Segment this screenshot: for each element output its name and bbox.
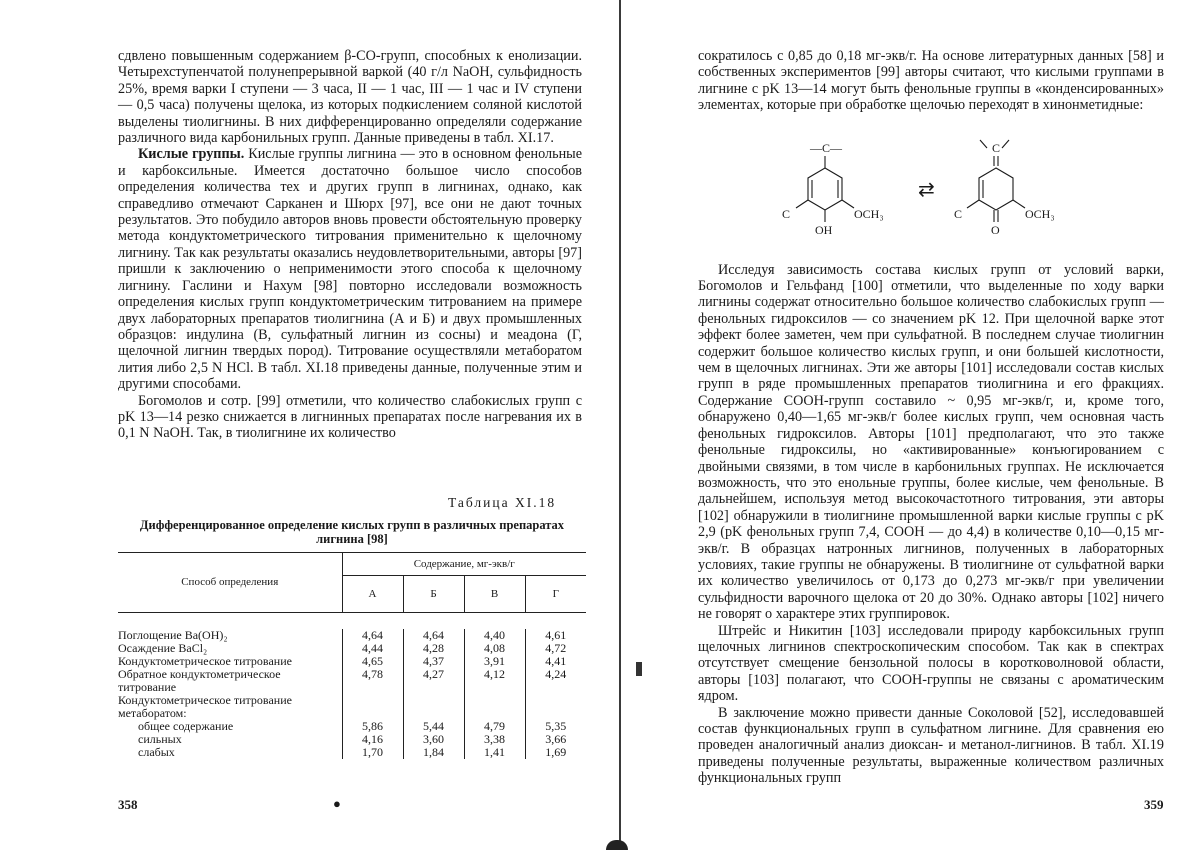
right-paragraph-1: сократилось с 0,85 до 0,18 мг-экв/г. На основе литературных данных [58] и собственных экспериментов [99] авторы считают, что кислыми группами в лигнине с pK 13—14 могут быть фенольные группы в «конденсированных» элементах, которые при обработке щелочью переходят в хинонметидные: [698, 48, 1164, 114]
page-number-left: 358 [118, 797, 138, 812]
print-mark-dot: ● [333, 796, 341, 811]
chem-left-c: C [782, 207, 791, 221]
table-header-col-g: Г [525, 576, 586, 613]
right-paragraph-3: Штрейс и Никитин [103] исследовали природу карбоксильных групп щелочных лигнинов спектроскопическим способом. Так как в спектрах отсутствует смещение бензольной полосы в коротковолновой области, авторы [103] полагают, что СООН-группы не связаны с ароматическим ядром. [698, 622, 1164, 705]
chem-och3-right: OCH₃ [1025, 207, 1055, 221]
table-row: слабых 1,70 1,84 1,41 1,69 [118, 746, 586, 759]
left-paragraph-2-body: Кислые группы лигнина — это в основном фенольные и карбоксильные. Имеется достаточно большое число способов определения количества тех и других групп в лигнинах, однако, как справедливо отмечают Сарканен и Шюрх [97], все они не дают точных результатов. Это побудило авторов вновь провести обстоятельную проверку метода кондуктометрического титрования применительно к щелочному лигнину. Так как результаты оказались неудовлетворительными, авторы [97] пришли к заключению о неприменимости этого способа к щелочному лигнину. Гаслини и Нахум [98] повторно исследовали возможность определения кислых групп кондуктометрическим титрованием на примере двух лабораторных препаратов тиолигнина (А и Б) и двух промышленных образцов: индулина (В, сульфатный лигнин из сосны) и меадона (Г, щелочной лигнин твердых пород). Титрование осуществляли метаборатом лития либо 2,5 N HCl. В табл. XI.18 приведены данные, полученные этим и другими способами. [118, 146, 582, 393]
left-paragraph-3: Богомолов и сотр. [99] отметили, что количество слабокислых групп с pK 13—14 резко снижается в лигнинных препаратах после нагревания их в 0,1 N NaOH. Так, в тиолигнине их количество [118, 392, 582, 442]
section-heading-acid-groups: Кислые группы. [138, 146, 245, 163]
table-row: Обратное кондуктометрическое титрование 4,78 4,27 4,12 4,24 [118, 668, 586, 694]
table-header-method: Способ определения [118, 553, 342, 613]
chem-top-group-right: C [992, 141, 1001, 155]
table-label: Таблица XI.18 [448, 495, 557, 510]
table-row: Осаждение BaCl₂ 4,44 4,28 4,08 4,72 [118, 642, 586, 655]
table-title: Дифференцированное определение кислых групп в различных препаратах лигнина [98] [139, 518, 565, 546]
page-number-right: 359 [1144, 797, 1164, 812]
chem-top-group-left: —C— [810, 141, 843, 155]
table-row: Кондуктометрическое титрование метаборатом: [118, 694, 586, 720]
chem-oh-group: OH [815, 223, 833, 237]
chem-carbonyl-o: O [991, 223, 1000, 237]
table-header-row-1 [118, 553, 586, 576]
table-header-col-v: В [464, 576, 525, 613]
table-row: сильных 4,16 3,60 3,38 3,66 [118, 733, 586, 746]
right-paragraph-2: Исследуя зависимость состава кислых групп от условий варки, Богомолов и Гельфанд [100] отметили, что выделенные по ходу варки лигнины содержат относительно большое количество слабокислых групп — фенольных гидроксилов — со значением pK 12. При щелочной варке этот эффект более заметен, чем при сульфатной. В последнем случае тиолигнин содержит большое количество кислых групп, и они большей кислотности, чем в щелочных лигнинах. Эти же авторы [101] исследовали состав кислых групп в ряде промышленных препаратов тиолигнина и его фракциях. Содержание СООН-групп составило ~ 0,95 мг-экв/г, и, кроме того, обнаружено 0,40—1,65 мг-экв/г более кислых групп, чем основная часть фенольных гидроксилов. Авторы [101] предполагают, что это также фенольные гидроксилы, но «активированные» конъюгированием с двойными связями, в том числе в карбонильных группах. Не исключается возможность, что это енольные группы, более кислые, чем фенольные. В дальнейшем, используя метод высокочастотного титрования, эти авторы [102] обнаружили в тиолигнине промышленной варки кислые группы с pK 2,9 (pK фенольных групп 7,4, СООН — до 4,4) в количестве 0,10—0,15 мг-экв/г. В образцах натронных лигнинов, полученных в лабораторных условиях, такие группы не обнаружены. В тиолигнине от сульфатной варки их количество увеличилось от 0,173 до 0,273 мг-экв/г при увеличении сульфидности варочного щелока от 20 до 30%. Однако авторы [102] ничего не говорят о характере этих группировок. [698, 261, 1164, 623]
table-row: Поглощение Ba(OH)₂ 4,64 4,64 4,40 4,61 [118, 629, 586, 642]
margin-mark [636, 662, 642, 676]
right-paragraph-4: В заключение можно привести данные Соколовой [52], исследовавшей состав функциональных групп в сульфатном лигнине. Для сравнения ею проведен аналогичный анализ диоксан- и метанол-лигнинов. В табл. XI.19 приведены полученные результаты, выраженные количеством различных функциональных групп [698, 704, 1164, 787]
table-header-content: Содержание, мг-экв/г [342, 553, 586, 576]
left-paragraph-1: сдвлено повышенным содержанием β-СО-групп, способных к енолизации. Четырехступенчатой полунепрерывной варкой (40 г/л NaOH, сульфидность 25%, время варки I ступени — 3 часа, II — 1 час, III — 1 час и IV ступени — 0,5 часа) получены щелока, из которых подкислением соляной кислотой выделены тиолигнины. В них дифференцированно определяли содержание различного вида карбонильных групп. Данные приведены в табл. XI.17. [118, 48, 582, 147]
chem-equilibrium-arrow: ⇄ [918, 179, 935, 201]
left-text-column [118, 48, 582, 442]
chem-right-c: C [954, 207, 963, 221]
table-row: общее содержание 5,86 5,44 4,79 5,35 [118, 720, 586, 733]
table-header-col-a: А [342, 576, 403, 613]
table-header-col-b: Б [403, 576, 464, 613]
data-table [118, 552, 586, 759]
right-page [620, 0, 1200, 849]
left-paragraph-2 [118, 146, 582, 392]
table-row: Кондуктометрическое титрование 4,65 4,37 3,91 4,41 [118, 655, 586, 668]
chem-och3-left: OCH₃ [854, 207, 884, 221]
chemical-structure-diagram [780, 138, 1080, 248]
